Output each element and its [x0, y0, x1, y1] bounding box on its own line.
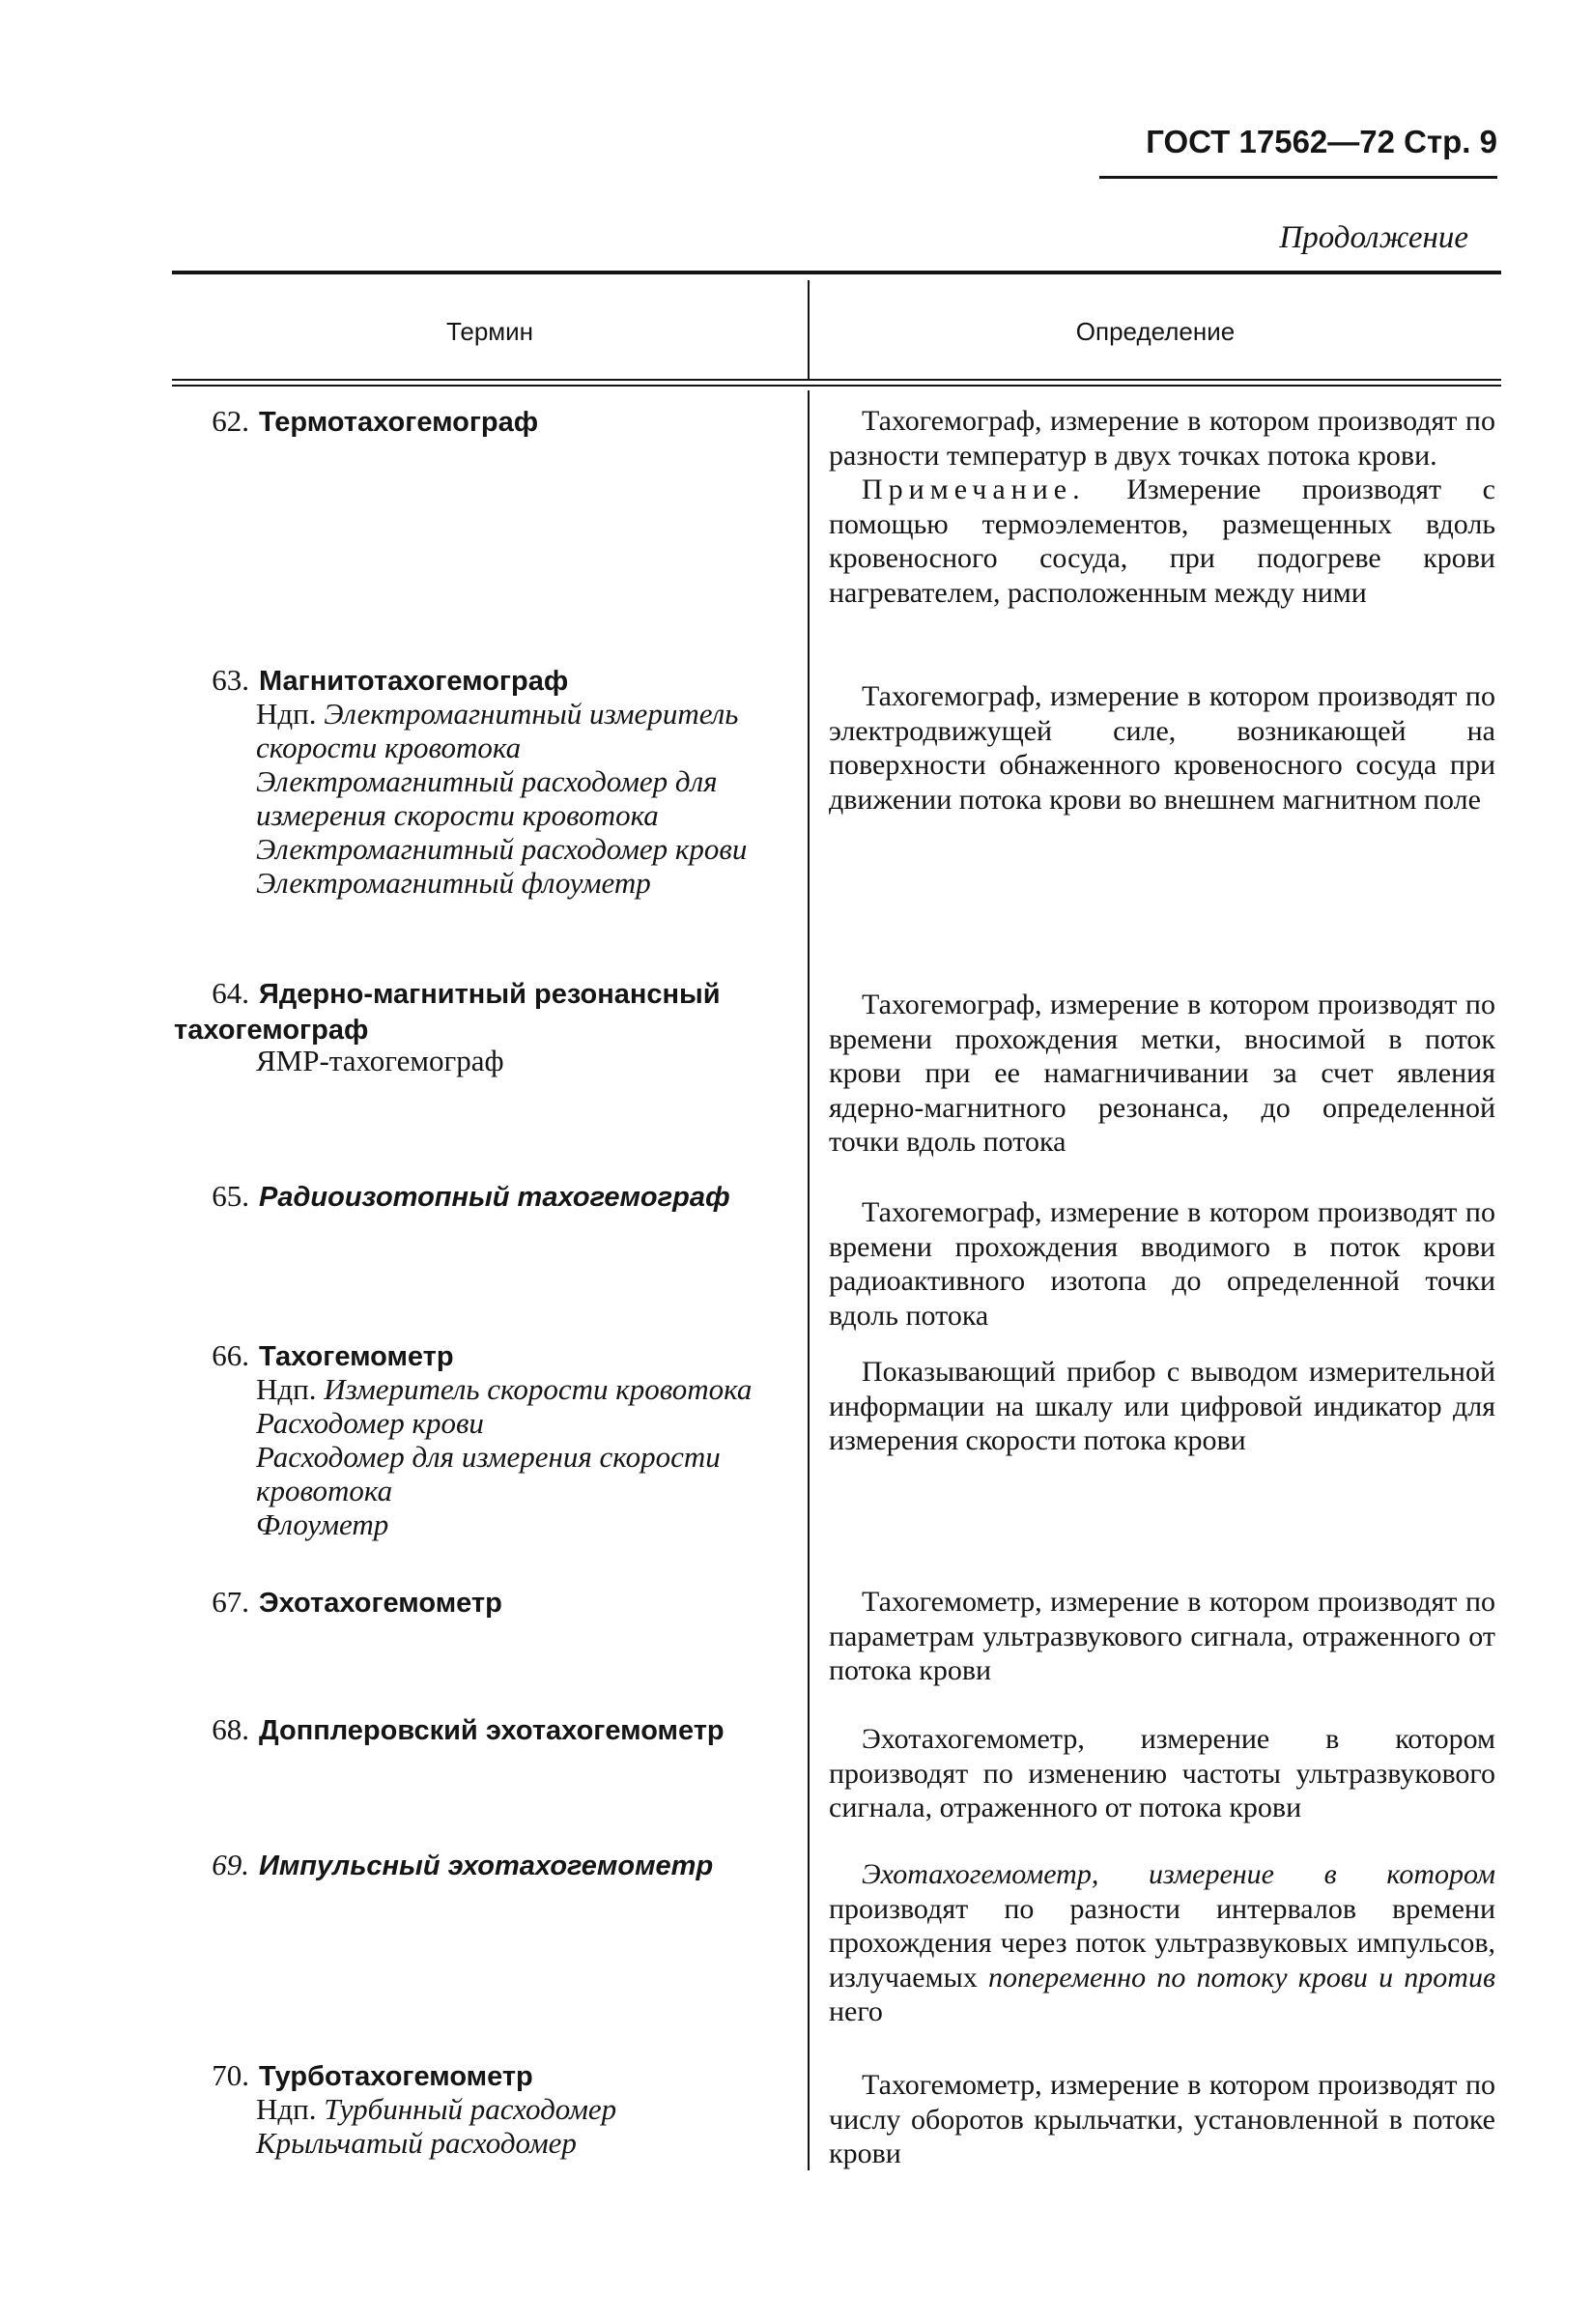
term-63 — [174, 663, 782, 699]
synonym: Измеритель скорости кровотока — [324, 1372, 753, 1406]
term-66 — [174, 1338, 782, 1374]
term-number: 70. — [212, 2058, 249, 2092]
synonym: Расходомер крови — [256, 1406, 484, 1440]
term-number: 68. — [212, 1712, 249, 1746]
definition-italic-2: попеременно по потоку крови и против — [987, 1961, 1495, 1994]
definition-64 — [829, 988, 1495, 1160]
term-name: Допплеровский эхотахогемометр — [259, 1715, 725, 1746]
term-name: Турботахогемометр — [259, 2061, 533, 2092]
definition-67 — [829, 1585, 1495, 1688]
column-header-definition: Определение — [1075, 317, 1236, 346]
definition-66 — [829, 1355, 1495, 1458]
synonym: Турбинный расходомер — [324, 2092, 617, 2126]
term-65 — [174, 1179, 782, 1215]
definition-69 — [829, 1857, 1495, 2029]
note-label: Примечание. — [862, 473, 1086, 505]
term-number: 63. — [212, 663, 249, 697]
term-number: 62. — [212, 404, 249, 438]
term-69 — [174, 1848, 782, 1883]
synonym: Расходомер для измерения скорости кровотока — [256, 1440, 721, 1507]
page-header: ГОСТ 17562—72 Стр. 9 — [1146, 124, 1497, 159]
term-name: Магнитотахогемограф — [259, 666, 569, 697]
definition-text: Тахогемограф, измерение в котором производят по времени прохождения вводимого в поток крови радиоактивного изотопа до определенной точки вдоль потока — [829, 1196, 1495, 1332]
synonym: Электромагнитный расходомер для измерения скорости кровотока — [256, 764, 718, 832]
synonyms-70 — [256, 2092, 782, 2160]
synonym: Электромагнитный флоуметр — [256, 866, 651, 900]
definition-text: Тахогемограф, измерение в котором производят по времени прохождения метки, вносимой в поток крови при ее намагничивании за счет явления ядерно-магнитного резонанса, до определенной точки вдоль потока — [829, 989, 1495, 1158]
term-67 — [174, 1585, 782, 1621]
definition-tail: него — [829, 1995, 883, 2027]
definition-text — [829, 1857, 1495, 2029]
definition-text: Тахогемограф, измерение в котором производят по разности температур в двух точках потока крови. — [829, 405, 1495, 472]
header-rule-1 — [172, 379, 1501, 381]
term-name: Термотахогемограф — [259, 407, 539, 438]
term-number: 65. — [212, 1179, 249, 1213]
header-rule-2 — [172, 385, 1501, 387]
short-form-64 — [256, 1044, 782, 1077]
term-name: Эхотахогемометр — [259, 1588, 502, 1619]
column-header-term: Термин — [445, 317, 534, 346]
column-divider-body — [808, 390, 810, 2170]
synonyms-63 — [256, 697, 782, 900]
definition-body: производят по разности интервалов времени прохождения через поток ультразвуковых импульсов, излучаемых — [829, 1892, 1495, 1994]
table-top-rule — [172, 271, 1501, 274]
definition-63 — [829, 679, 1495, 817]
synonyms-66 — [256, 1372, 782, 1541]
ndp-label: Ндп. — [256, 1372, 317, 1406]
definition-65 — [829, 1195, 1495, 1333]
definition-70 — [829, 2068, 1495, 2171]
short-form: ЯМР-тахогемограф — [256, 1044, 504, 1077]
ndp-label: Ндп. — [256, 2092, 317, 2126]
note — [829, 473, 1495, 610]
definition-62 — [829, 404, 1495, 610]
note-text: Измерение производят с помощью термоэлементов, размещенных вдоль кровеносного сосуда, при подогреве крови нагревателем, расположенным между ними — [829, 473, 1495, 609]
continuation-label: Продолжение — [1279, 220, 1468, 255]
definition-68 — [829, 1722, 1495, 1825]
term-name: Ядерно-магнитный резонансный тахогемограф — [174, 979, 721, 1046]
term-name: Тахогемометр — [259, 1341, 454, 1372]
synonym: Электромагнитный измеритель скорости кровотока — [256, 697, 739, 764]
term-70 — [174, 2058, 782, 2094]
header-rule — [1099, 176, 1497, 179]
term-number: 69. — [212, 1848, 249, 1881]
term-name: Радиоизотопный тахогемограф — [259, 1182, 730, 1213]
ndp-label: Ндп. — [256, 697, 317, 731]
term-number: 67. — [212, 1585, 249, 1619]
term-62 — [174, 404, 782, 440]
term-number: 64. — [212, 976, 249, 1010]
synonym: Флоуметр — [256, 1507, 389, 1541]
definition-text: Тахогемометр, измерение в котором производят по числу оборотов крыльчатки, установленной в потоке крови — [829, 2069, 1495, 2169]
term-number: 66. — [212, 1338, 249, 1372]
definition-text: Тахогемометр, измерение в котором производят по параметрам ультразвукового сигнала, отраженного от потока крови — [829, 1586, 1495, 1686]
definition-text: Тахогемограф, измерение в котором производят по электродвижущей силе, возникающей на поверхности обнаженного кровеносного сосуда при движении потока крови во внешнем магнитном поле — [829, 680, 1495, 816]
definition-text: Эхотахогемометр, измерение в котором производят по изменению частоты ультразвукового сигнала, отраженного от потока крови — [829, 1723, 1495, 1823]
definition-italic: Эхотахогемометр, измерение в котором — [862, 1858, 1495, 1890]
term-name: Импульсный эхотахогемометр — [259, 1851, 714, 1881]
term-68 — [174, 1712, 782, 1748]
synonym: Электромагнитный расходомер крови — [256, 832, 748, 866]
definition-text: Показывающий прибор с выводом измерительной информации на шкалу или цифровой индикатор для измерения скорости потока крови — [829, 1356, 1495, 1456]
synonym: Крыльчатый расходомер — [256, 2126, 577, 2160]
term-64 — [174, 976, 782, 1047]
